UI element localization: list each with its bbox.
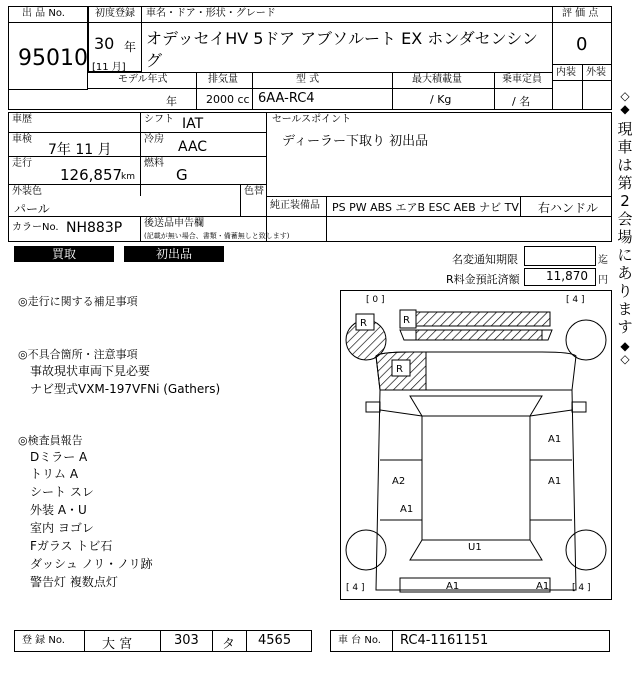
first-reg-year: 30 [94, 34, 115, 53]
driving-notes-title: ◎走行に関する補足事項 [18, 295, 138, 308]
divider [552, 80, 612, 81]
car-damage-diagram [340, 290, 612, 600]
inspector-line: ダッシュ ノリ・ノリ跡 [30, 557, 153, 571]
mark-a1-rear-left: A1 [446, 581, 460, 592]
reg-class: 303 [174, 633, 199, 648]
reg-kana: タ [222, 637, 236, 652]
inspector-line: シート スレ [30, 485, 94, 499]
year-unit: 年 [124, 40, 137, 54]
mark-a1-right-rear: A1 [548, 476, 562, 487]
corner-label-tr: [ 4 ] [566, 295, 585, 305]
divider [88, 88, 552, 89]
divider [392, 630, 393, 652]
history-label: 車歴 [12, 114, 32, 125]
grade-value: 0 [576, 34, 588, 55]
divider [552, 22, 612, 23]
divider [140, 216, 141, 242]
mark-r-wheel: R [360, 318, 367, 329]
divider [84, 630, 85, 652]
corner-label-br: [ 4 ] [572, 583, 591, 593]
divider [266, 196, 612, 197]
divider [88, 22, 142, 23]
color-no-value: NH883P [66, 220, 123, 236]
divider [392, 72, 393, 110]
aftermarket-label: 後送品申告欄 [144, 218, 204, 229]
wheel-rear-right [566, 530, 606, 570]
wheel-rear-left [346, 530, 386, 570]
corner-label-tl: [ 0 ] [366, 295, 385, 305]
displacement-label: 排気量 [208, 74, 238, 85]
divider [160, 630, 161, 652]
first-reg-month: [11 月] [92, 62, 126, 73]
displacement-value: 2000 cc [206, 93, 250, 106]
steering-value: 右ハンドル [538, 201, 599, 215]
ac-value: AAC [178, 139, 208, 155]
mileage-label: 走行 [12, 158, 32, 169]
inspector-line: 室内 ヨゴレ [30, 521, 94, 535]
max-load-label: 最大積載量 [412, 74, 462, 85]
banner-text: 現車は第2会場にあります [617, 120, 633, 336]
divider [8, 132, 266, 133]
equipment-value: PS PW ABS エアB ESC AEB ナビ TV [332, 201, 519, 214]
inspector-title: ◎検査員報告 [18, 434, 83, 447]
reg-place: 大 宮 [102, 637, 133, 652]
mark-r-hood: R [396, 364, 403, 375]
title-label: 車名・ドア・形状・グレード [146, 8, 276, 19]
divider [8, 216, 612, 217]
divider [196, 72, 197, 110]
side-banner [614, 90, 636, 366]
fuel-label: 燃料 [144, 158, 164, 169]
mark-a1-right-front: A1 [548, 434, 562, 445]
vehicle-title-line1: オデッセイHV 5ドア アブソルート EX ホンダセンシン [146, 29, 538, 48]
tag-purchase: 買取 [14, 246, 114, 262]
mark-r-bumper: R [403, 315, 410, 326]
inspector-line: 警告灯 複数点灯 [30, 575, 118, 589]
reg-label: 登 録 No. [22, 635, 65, 646]
aftermarket-note: (記載が無い場合、書類・備蓄無しと致します) [144, 232, 290, 240]
color-change-label: 色替 [244, 186, 264, 197]
model-label: 型 式 [296, 74, 320, 85]
divider [266, 112, 267, 242]
ac-label: 冷房 [144, 134, 164, 145]
capacity-label: 乗車定員 [502, 74, 542, 85]
door-line [380, 410, 422, 416]
recycle-label: R料金預託済額 [446, 273, 520, 286]
mark-u1-roof: U1 [468, 542, 482, 553]
lot-number: 95010 [18, 46, 88, 71]
equipment-label: 純正装備品 [270, 200, 320, 211]
divider [8, 22, 88, 23]
tag-first-listing: 初出品 [124, 246, 224, 262]
ext-color-value: パール [14, 202, 50, 216]
defect-line: 事故現状車両下見必要 [30, 364, 151, 378]
vehicle-title-line2: グ [146, 51, 163, 70]
divider [520, 196, 521, 216]
first-reg-label: 初度登録 [95, 8, 135, 19]
interior-label: 内装 [556, 67, 576, 78]
defects-title: ◎不具合箇所・注意事項 [18, 348, 138, 361]
color-no-label: カラーNo. [12, 222, 59, 233]
mark-a1-rear-right: A1 [536, 581, 550, 592]
mileage-value: 126,857 [60, 166, 123, 184]
model-year-label: モデル年式 [118, 74, 168, 85]
inspection-label: 車検 [12, 134, 32, 145]
mileage-unit: km [121, 172, 135, 182]
recycle-unit: 円 [598, 275, 608, 286]
recycle-value: 11,870 [546, 269, 588, 283]
divider [494, 72, 495, 110]
defect-line: ナビ型式VXM-197VFNi (Gathers) [30, 382, 221, 396]
grade-label: 評 価 点 [562, 8, 599, 19]
capacity-value: / 名 [512, 95, 531, 108]
divider [142, 22, 552, 23]
front-bumper [404, 312, 550, 326]
ext-color-label: 外装色 [12, 186, 42, 197]
banner-marks-top: ◇ ◆ [620, 89, 630, 116]
mark-a1-left: A1 [400, 504, 414, 515]
divider [326, 196, 327, 242]
inspector-line: トリム A [30, 467, 79, 481]
model-value: 6AA-RC4 [258, 91, 315, 106]
corner-label-bl: [ 4 ] [346, 583, 365, 593]
inspector-line: 外装 A・U [30, 503, 87, 517]
mirror-left [366, 402, 380, 412]
exterior-label: 外装 [586, 67, 606, 78]
door-line [530, 410, 572, 416]
chassis-label: 車 台 No. [338, 635, 381, 646]
max-load-value: / Kg [430, 93, 452, 106]
deadline-label: 名変通知期限 [452, 253, 518, 266]
lot-label: 出 品 No. [22, 8, 65, 19]
divider [240, 184, 241, 216]
divider [252, 72, 253, 110]
divider [88, 72, 552, 73]
deadline-box [524, 246, 596, 266]
sales-point-label: セールスポイント [272, 114, 352, 125]
model-year-unit: 年 [166, 95, 177, 108]
shift-label: シフト [144, 114, 174, 125]
roof [422, 416, 530, 540]
shift-value: IAT [182, 116, 204, 132]
divider [8, 184, 266, 185]
cabin [410, 396, 542, 416]
inspection-value: 7年 11 月 [48, 142, 112, 158]
inspector-line: Dミラー A [30, 450, 88, 464]
chassis-value: RC4-1161151 [400, 633, 489, 648]
divider [246, 630, 247, 652]
reg-number: 4565 [258, 633, 292, 648]
divider [8, 156, 266, 157]
fuel-value: G [176, 166, 188, 184]
sales-point-value: ディーラー下取り 初出品 [282, 134, 429, 149]
divider [212, 630, 213, 652]
mirror-right [572, 402, 586, 412]
mark-a2-left: A2 [392, 476, 406, 487]
banner-marks-bottom: ◆ ◇ [620, 339, 630, 366]
deadline-unit: 迄 [598, 255, 608, 266]
grille [416, 330, 542, 340]
divider [582, 64, 583, 110]
inspector-line: Fガラス トビ石 [30, 539, 113, 553]
